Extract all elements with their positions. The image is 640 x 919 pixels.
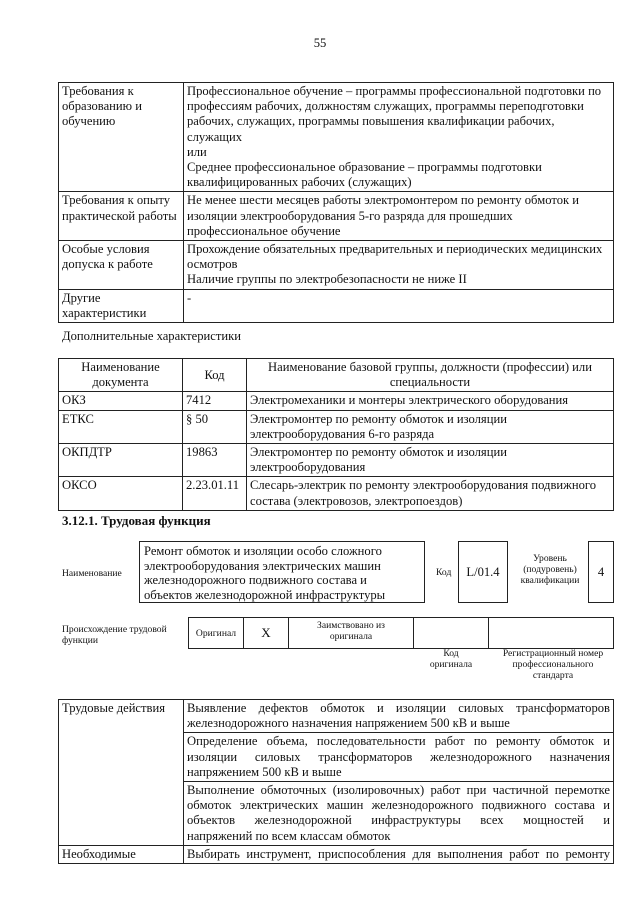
action-line: железнодорожного назначения напряжением 500 кВ и выше [187,716,510,731]
column-header: Наименование документа [59,359,183,392]
cell: ОКЗ [59,392,183,410]
req-label: Требования к опыту практической работы [59,192,184,241]
code-original-cell [413,617,489,649]
labor-action [184,733,614,782]
table-row [59,700,614,733]
req-line: Прохождение обязательных предварительных и периодических медицинских осмотров [187,242,603,272]
skill-line: Выбирать инструмент, приспособления для выполнения работ по ремонту [187,846,610,861]
origin-label [62,624,167,646]
labor-action [184,700,614,733]
name-line: железнодорожного подвижного состава и [144,573,367,588]
table-row [59,83,614,192]
labor-actions-table [58,699,614,864]
table-header-row [59,359,614,392]
table-row [59,444,614,477]
action-line: Выполнение обмоточных (изолировочных) работ при частичной перемотке [187,783,610,798]
cell: ЕТКС [59,410,183,443]
req-value [184,241,614,290]
cell: ОКПДТР [59,444,183,477]
additional-table [58,358,614,511]
cell: Электромонтер по ремонту обмоток и изоляции электрооборудования 6-го разряда [247,410,614,443]
action-line: изоляции силовых трансформаторов железнодорожного назначения [187,749,610,764]
req-label: Другие характеристики [59,289,184,322]
name-label: Наименование [62,568,122,579]
original-mark: X [261,625,271,640]
name-line: электрооборудования электрических машин [144,558,381,573]
action-line: обмоток электрических машин железнодорожного подвижного состава и [187,798,610,813]
level-value: 4 [597,564,605,579]
req-value [184,192,614,241]
req-line: Наличие группы по электробезопасности не ниже II [187,272,467,287]
function-heading: 3.12.1. Трудовая функция [62,513,211,528]
name-line: Ремонт обмоток и изоляции особо сложного [144,544,382,558]
cell: 2.23.01.11 [183,477,247,510]
code-box [458,541,508,603]
code-label: Код [436,567,452,578]
level-label-line: Уровень [533,553,567,564]
table-row [59,241,614,290]
name-line: объектов железнодорожной инфраструктуры [144,587,386,602]
req-line: или [187,144,207,159]
labor-action [184,782,614,846]
action-line: Выявление дефектов обмоток и изоляции силовых трансформаторов [187,701,610,715]
req-line: Не менее шести месяцев работы электромонтером по ремонту обмоток и изоляции электрооборудования 5-го разряда для прошедших профессиональное обучение [187,193,580,238]
level-box [588,541,614,603]
action-line: напряжений по всем классам обмоток [187,828,391,843]
req-value [184,83,614,192]
original-mark-cell [243,617,289,649]
action-line: напряжением 500 кВ и выше [187,764,342,779]
reg-number-cell [488,617,614,649]
skill-text [184,845,614,863]
caption-line: оригинала [429,659,473,670]
original-label: Оригинал [195,627,237,639]
cell: 19863 [183,444,247,477]
section-title: Дополнительные характеристики [62,329,241,343]
table-row [59,845,614,863]
original-cell [188,617,244,649]
page-number: 55 [313,36,327,50]
req-line: Профессиональное обучение – программы профессиональной подготовки по профессиям рабочих, должностям служащих, программы переподготовки рабочих, служащих, программы повышения квалификации рабочих, служащих [187,84,602,144]
cell: ОКСО [59,477,183,510]
table-row [59,392,614,410]
origin-label-line: функции [62,635,98,646]
caption-line: стандарта [532,670,574,681]
reg-number-caption [492,648,614,681]
borrowed-cell [288,617,414,649]
cell: Электромонтер по ремонту обмоток и изоляции электрооборудования [247,444,614,477]
code-value: L/01.4 [466,564,500,579]
level-label [512,553,588,586]
req-label: Требования к образованию и обучению [59,83,184,192]
borrowed-line: оригинала [329,631,373,642]
caption-line: профессионального [512,659,594,670]
caption-line: Регистрационный номер [502,648,604,659]
table-row [59,410,614,443]
table-row [59,477,614,510]
table-row [59,192,614,241]
req-line: Среднее профессиональное образование – программы подготовки квалифицированных рабочих (служащих) [187,160,542,190]
action-line: Определение объема, последовательности работ по ремонту обмоток и [187,734,610,749]
cell: 7412 [183,392,247,410]
req-line: - [187,290,192,305]
column-header: Код [183,359,247,392]
table-row [59,289,614,322]
req-value [184,289,614,322]
labor-actions-label: Трудовые действия [59,700,184,846]
origin-label-line: Происхождение трудовой [62,624,167,635]
level-label-line: квалификации [520,575,580,586]
action-line: объектов железнодорожной инфраструктуры всех мощностей и [187,813,610,828]
skills-label: Необходимые [59,845,184,863]
req-label: Особые условия допуска к работе [59,241,184,290]
column-header: Наименование базовой группы, должности (профессии) или специальности [247,359,614,392]
code-original-caption [413,648,489,670]
caption-line: Код [443,648,459,659]
requirements-table [58,82,614,323]
borrowed-line: Заимствовано из [317,620,385,631]
function-name-box [139,541,425,603]
cell: Электромеханики и монтеры электрического оборудования [247,392,614,410]
level-label-line: (подуровень) [523,564,577,575]
cell: Слесарь-электрик по ремонту электрооборудования подвижного состава (электровозов, электропоездов) [247,477,614,510]
cell: § 50 [183,410,247,443]
